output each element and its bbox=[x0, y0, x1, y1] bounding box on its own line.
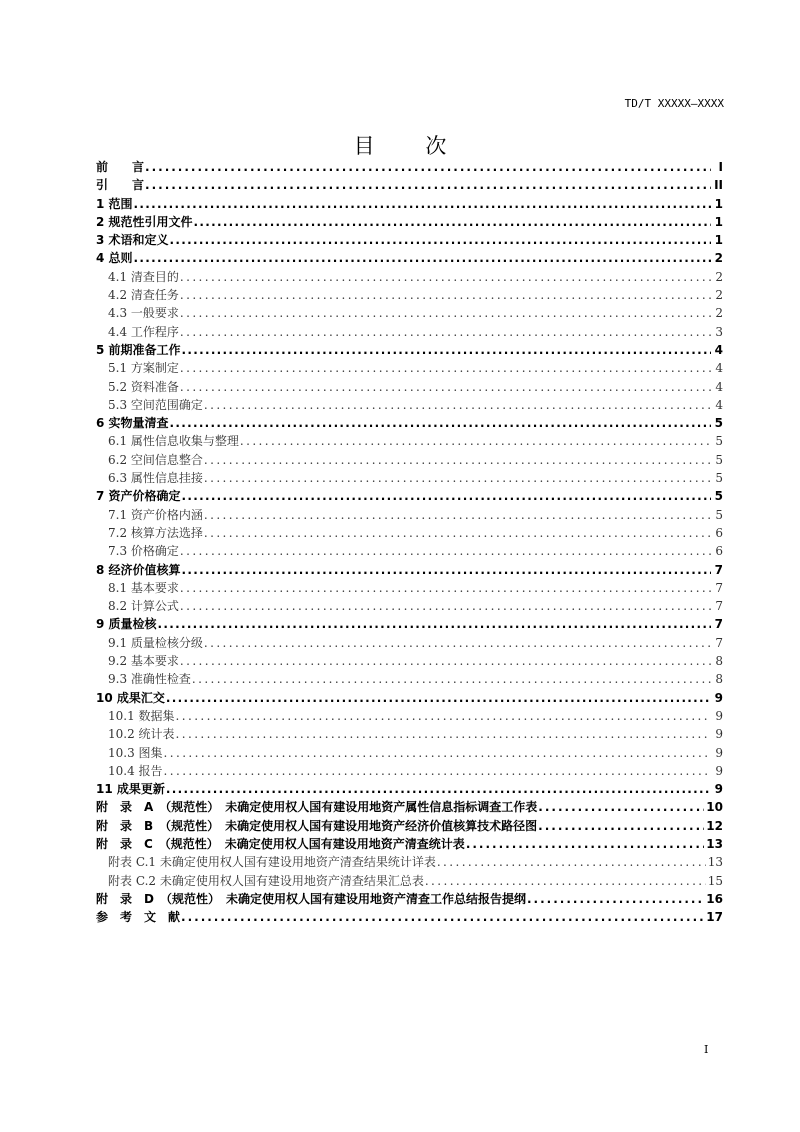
toc-entry-page: 5 bbox=[715, 434, 723, 449]
toc-entry-label: 附表 C.2 未确定使用权人国有建设用地资产清查结果汇总表 bbox=[108, 873, 424, 888]
toc-entry-label: 8.2 计算公式 bbox=[108, 599, 179, 614]
toc-entry-page: 5 bbox=[715, 452, 723, 467]
toc-dot-leader bbox=[145, 158, 711, 176]
toc-entry-label: 2 规范性引用文件 bbox=[96, 214, 193, 229]
toc-entry-page: 13 bbox=[707, 855, 723, 870]
toc-entry[interactable] bbox=[96, 378, 723, 396]
toc-dot-leader bbox=[180, 542, 711, 560]
toc-entry-page: 10 bbox=[706, 800, 723, 815]
toc-entry-label: 参 考 文 献 bbox=[96, 910, 181, 925]
toc-entry-page: 3 bbox=[715, 324, 723, 339]
toc-entry-page: 4 bbox=[715, 379, 723, 394]
toc-entry[interactable] bbox=[96, 615, 723, 633]
toc-dot-leader bbox=[182, 487, 711, 505]
toc-entry-label: 附 录 D （规范性） 未确定使用权人国有建设用地资产清查工作总结报告提纲 bbox=[96, 891, 526, 906]
toc-dot-leader bbox=[192, 670, 711, 688]
toc-entry-page: 5 bbox=[715, 471, 723, 486]
toc-entry[interactable] bbox=[96, 780, 723, 798]
toc-entry-label: 10.4 报告 bbox=[108, 763, 163, 778]
toc-dot-leader bbox=[176, 725, 711, 743]
toc-entry[interactable] bbox=[96, 634, 723, 652]
toc-entry[interactable] bbox=[96, 469, 723, 487]
toc-entry-label: 3 术语和定义 bbox=[96, 233, 169, 248]
toc-entry[interactable] bbox=[96, 524, 723, 542]
toc-dot-leader bbox=[466, 835, 704, 853]
toc-entry[interactable] bbox=[96, 853, 723, 871]
toc-entry-page: 5 bbox=[714, 416, 723, 431]
toc-entry[interactable] bbox=[96, 908, 723, 926]
toc-dot-leader bbox=[180, 652, 711, 670]
toc-entry[interactable] bbox=[96, 176, 723, 194]
toc-dot-leader bbox=[538, 798, 704, 816]
toc-dot-leader bbox=[145, 176, 711, 194]
toc-entry-page: 6 bbox=[715, 525, 723, 540]
toc-entry-label: 附 录 C （规范性） 未确定使用权人国有建设用地资产清查统计表 bbox=[96, 836, 465, 851]
toc-entry[interactable] bbox=[96, 414, 723, 432]
toc-entry-page: 9 bbox=[714, 690, 723, 705]
toc-entry[interactable] bbox=[96, 890, 723, 908]
toc-dot-leader bbox=[164, 762, 711, 780]
toc-dot-leader bbox=[204, 634, 711, 652]
toc-entry[interactable] bbox=[96, 323, 723, 341]
toc-entry[interactable] bbox=[96, 195, 723, 213]
toc-dot-leader bbox=[194, 213, 711, 231]
toc-dot-leader bbox=[134, 195, 711, 213]
toc-entry-page: 4 bbox=[715, 361, 723, 376]
toc-entry-label: 5.1 方案制定 bbox=[108, 361, 179, 376]
toc-entry[interactable] bbox=[96, 542, 723, 560]
toc-entry[interactable] bbox=[96, 286, 723, 304]
toc-entry-label: 7.1 资产价格内涵 bbox=[108, 507, 203, 522]
toc-entry-page: 2 bbox=[715, 288, 723, 303]
toc-entry[interactable] bbox=[96, 597, 723, 615]
toc-entry-page: 17 bbox=[706, 910, 723, 925]
toc-dot-leader bbox=[425, 872, 706, 890]
toc-entry-page: 7 bbox=[715, 599, 723, 614]
toc-entry-page: II bbox=[714, 178, 723, 193]
toc-entry-page: 9 bbox=[715, 745, 723, 760]
toc-dot-leader bbox=[158, 615, 711, 633]
toc-entry-label: 9 质量检核 bbox=[96, 617, 157, 632]
toc-dot-leader bbox=[182, 341, 711, 359]
toc-entry-page: 9 bbox=[715, 763, 723, 778]
toc-dot-leader bbox=[527, 890, 704, 908]
toc-dot-leader bbox=[134, 249, 711, 267]
toc-entry-label: 7.2 核算方法选择 bbox=[108, 525, 203, 540]
toc-entry[interactable] bbox=[96, 213, 723, 231]
toc-entry[interactable] bbox=[96, 579, 723, 597]
toc-entry-label: 8 经济价值核算 bbox=[96, 562, 181, 577]
toc-entry-label: 前 言 bbox=[96, 160, 145, 174]
toc-entry-label: 4.1 清查目的 bbox=[108, 269, 179, 284]
toc-dot-leader bbox=[180, 304, 711, 322]
toc-entry[interactable] bbox=[96, 231, 723, 249]
toc-dot-leader bbox=[180, 286, 711, 304]
toc-entry-label: 附表 C.1 未确定使用权人国有建设用地资产清查结果统计详表 bbox=[108, 855, 436, 870]
toc-entry[interactable] bbox=[96, 396, 723, 414]
toc-entry-label: 6.3 属性信息挂接 bbox=[108, 471, 203, 486]
toc-entry[interactable] bbox=[96, 432, 723, 450]
toc-entry-page: 8 bbox=[715, 654, 723, 669]
toc-entry-label: 9.3 准确性检查 bbox=[108, 672, 191, 687]
toc-entry-label: 5 前期准备工作 bbox=[96, 342, 181, 357]
toc-entry-page: 2 bbox=[715, 306, 723, 321]
toc-entry[interactable] bbox=[96, 725, 723, 743]
toc-dot-leader bbox=[176, 707, 711, 725]
toc-dot-leader bbox=[204, 396, 711, 414]
page-number: I bbox=[704, 1043, 709, 1056]
toc-dot-leader bbox=[164, 744, 711, 762]
toc-dot-leader bbox=[170, 414, 711, 432]
toc-entry-label: 4.2 清查任务 bbox=[108, 288, 179, 303]
toc-entry-page: 5 bbox=[714, 489, 723, 504]
toc-entry[interactable] bbox=[96, 487, 723, 505]
toc-entry-label: 6.2 空间信息整合 bbox=[108, 452, 203, 467]
toc-dot-leader bbox=[437, 853, 706, 871]
toc-entry[interactable] bbox=[96, 689, 723, 707]
toc-entry-page: 16 bbox=[706, 891, 723, 906]
toc-entry-label: 9.2 基本要求 bbox=[108, 654, 179, 669]
toc-entry-page: 4 bbox=[714, 342, 723, 357]
toc-entry[interactable] bbox=[96, 304, 723, 322]
toc-entry[interactable] bbox=[96, 451, 723, 469]
toc-entry-label: 8.1 基本要求 bbox=[108, 580, 179, 595]
toc-entry-label: 6.1 属性信息收集与整理 bbox=[108, 434, 239, 449]
toc-entry[interactable] bbox=[96, 268, 723, 286]
toc-entry[interactable] bbox=[96, 670, 723, 688]
toc-entry-page: 12 bbox=[706, 818, 723, 833]
toc-entry-page: 2 bbox=[714, 251, 723, 266]
toc-entry-label: 11 成果更新 bbox=[96, 782, 165, 797]
toc-dot-leader bbox=[166, 780, 711, 798]
toc-entry-label: 10 成果汇交 bbox=[96, 690, 165, 705]
toc-entry[interactable] bbox=[96, 798, 723, 816]
toc-entry-label: 5.2 资料准备 bbox=[108, 379, 179, 394]
page-title: 目 次 bbox=[353, 134, 469, 158]
toc-entry[interactable] bbox=[96, 249, 723, 267]
toc-dot-leader bbox=[180, 378, 711, 396]
toc-entry-page: 4 bbox=[715, 397, 723, 412]
toc-entry[interactable] bbox=[96, 341, 723, 359]
toc-entry[interactable] bbox=[96, 506, 723, 524]
toc-dot-leader bbox=[180, 597, 711, 615]
toc-dot-leader bbox=[538, 817, 704, 835]
toc-dot-leader bbox=[170, 231, 711, 249]
toc-entry-label: 引 言 bbox=[96, 178, 145, 193]
toc-entry[interactable] bbox=[96, 158, 723, 176]
toc-entry-page: 2 bbox=[715, 269, 723, 284]
toc-entry[interactable] bbox=[96, 707, 723, 725]
document-code: TD/T XXXXX—XXXX bbox=[624, 97, 724, 110]
toc-entry-page: 9 bbox=[715, 727, 723, 742]
toc-dot-leader bbox=[180, 359, 711, 377]
toc-entry-page: 7 bbox=[714, 562, 723, 577]
toc-dot-leader bbox=[204, 524, 711, 542]
toc-entry[interactable] bbox=[96, 561, 723, 579]
toc-entry-label: 9.1 质量检核分级 bbox=[108, 635, 203, 650]
toc-entry-page: 8 bbox=[715, 672, 723, 687]
toc-entry-page: 1 bbox=[714, 233, 723, 248]
toc-entry-page: 5 bbox=[715, 507, 723, 522]
toc-entry-page: 7 bbox=[715, 580, 723, 595]
toc-entry-label: 6 实物量清查 bbox=[96, 416, 169, 431]
toc-dot-leader bbox=[166, 689, 711, 707]
toc-entry-label: 4.3 一般要求 bbox=[108, 306, 179, 321]
toc-entry-label: 5.3 空间范围确定 bbox=[108, 397, 203, 412]
toc-entry-page: 1 bbox=[714, 196, 723, 211]
toc-dot-leader bbox=[180, 579, 711, 597]
toc-entry[interactable] bbox=[96, 762, 723, 780]
toc-entry-page: 15 bbox=[707, 873, 723, 888]
toc-entry-label: 10.2 统计表 bbox=[108, 727, 175, 742]
toc-entry[interactable] bbox=[96, 359, 723, 377]
toc-entry-label: 7 资产价格确定 bbox=[96, 489, 181, 504]
toc-dot-leader bbox=[204, 469, 711, 487]
toc-entry[interactable] bbox=[96, 652, 723, 670]
toc-entry-label: 1 范围 bbox=[96, 196, 133, 211]
toc-entry-label: 4.4 工作程序 bbox=[108, 324, 179, 339]
toc-entry-page: 1 bbox=[714, 214, 723, 229]
toc-entry-label: 附 录 A （规范性） 未确定使用权人国有建设用地资产属性信息指标调查工作表 bbox=[96, 800, 538, 815]
toc-entry[interactable] bbox=[96, 872, 723, 890]
toc-dot-leader bbox=[180, 268, 711, 286]
toc-entry-label: 10.1 数据集 bbox=[108, 708, 175, 723]
toc-dot-leader bbox=[182, 561, 711, 579]
table-of-contents bbox=[96, 158, 723, 926]
toc-dot-leader bbox=[204, 451, 711, 469]
toc-entry-page: 7 bbox=[715, 635, 723, 650]
toc-dot-leader bbox=[180, 323, 711, 341]
toc-dot-leader bbox=[204, 506, 711, 524]
toc-entry-page: 6 bbox=[715, 544, 723, 559]
toc-entry[interactable] bbox=[96, 835, 723, 853]
toc-entry-label: 附 录 B （规范性） 未确定使用权人国有建设用地资产经济价值核算技术路径图 bbox=[96, 818, 538, 833]
toc-entry-label: 7.3 价格确定 bbox=[108, 544, 179, 559]
toc-entry[interactable] bbox=[96, 817, 723, 835]
toc-entry-page: 9 bbox=[715, 708, 723, 723]
toc-entry-page: 9 bbox=[714, 782, 723, 797]
toc-entry[interactable] bbox=[96, 744, 723, 762]
toc-dot-leader bbox=[181, 908, 704, 926]
toc-dot-leader bbox=[240, 432, 711, 450]
toc-entry-label: 10.3 图集 bbox=[108, 745, 163, 760]
toc-entry-label: 4 总则 bbox=[96, 251, 133, 266]
toc-entry-page: I bbox=[718, 160, 723, 174]
toc-entry-page: 7 bbox=[714, 617, 723, 632]
toc-entry-page: 13 bbox=[706, 836, 723, 851]
